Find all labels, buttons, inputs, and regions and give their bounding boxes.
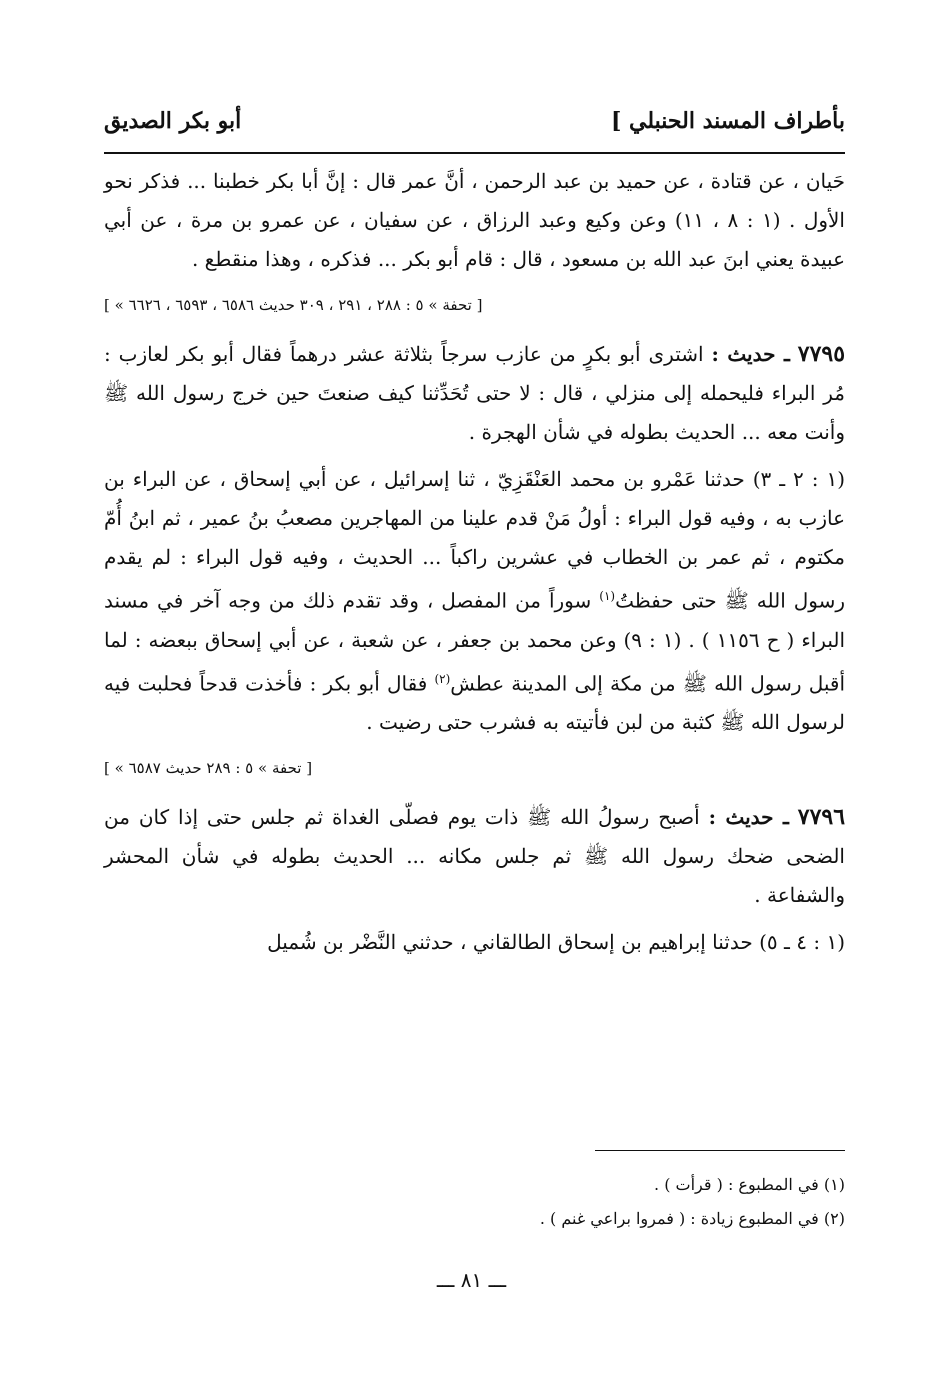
footnote-rule — [595, 1150, 845, 1151]
footnotes — [104, 1168, 845, 1236]
hadith-number: ٧٧٩٥ — [797, 341, 846, 367]
footnote-marker[interactable]: (١) — [599, 589, 616, 603]
hadith-7795 — [104, 335, 845, 452]
hadith-7796-isnad: (١ : ٤ ـ ٥) حدثنا إبراهيم بن إسحاق الطالقاني ، حدثني النَّضْر بن شُميل — [267, 930, 845, 955]
header-book-title: بأطراف المسند الحنبلي ] — [610, 108, 845, 134]
hadith-label: ـ حديث : — [711, 342, 790, 366]
isnad-text: فقال أبو بكر : فأخذت قدحاً فحلبت فيه لرسول الله ﷺ كثبة من لبن فأتيته به فشرب حتى رضيت . — [104, 671, 845, 735]
hadith-7795-isnad — [104, 460, 845, 742]
hadith-label: ـ حديث : — [708, 805, 789, 830]
footnote-2: (٢) في المطبوع زيادة : ( فمروا براعي غنم ) . — [539, 1209, 845, 1228]
hadith-text: أصبح رسولُ الله ﷺ ذات يوم فصلّى الغداة ثم جلس حتى إذا كان من الضحى ضحك رسول الله ﷺ ثم جلس مكانه ... الحديث بطوله في شأن المحشر والشفاعة . — [104, 805, 845, 908]
hadith-text: اشترى أبو بكرٍ من عازب سرجاً بثلاثة عشر درهماً فقال أبو بكر لعازب : مُر البراء فليحمله إلى منزلي ، قال : لا حتى تُحَدِّثنا كيف صنعتَ حين خرج رسول الله ﷺ وأنت معه ... الحديث بطوله في شأن الهجرة . — [104, 342, 846, 444]
footnote-marker[interactable]: (٢) — [434, 671, 451, 686]
hadith-number: ٧٧٩٦ — [797, 804, 846, 831]
header-section-title: أبو بكر الصديق — [104, 108, 242, 134]
isnad-text: (١ : ٢ ـ ٣) حدثنا عَمْرو بن محمد العَنْقَزِيّ ، ثنا إسرائيل ، عن أبي إسحاق ، عن البراء بن عازب به ، وفيه قول البراء : أولُ مَنْ قدم علينا من المهاجرين مصعبُ بنُ عمير ، ثم ابنُ أُمّ مكتوم ، ثم عمر بن الخطاب في عشرين راكباً ... الحديث ، وفيه قول البراء : لم يقدم رسول الله ﷺ حتى حفظتُ — [104, 467, 846, 613]
hadith-7796 — [104, 798, 845, 915]
isnad-text: سوراً من المفصل ، وقد تقدم ذلك من وجه آخر في مسند البراء ( ح ١١٥٦ ) . (١ : ٩) وعن محمد بن جعفر ، عن شعبة ، عن أبي إسحاق ببعضه : لما أقبل رسول الله ﷺ من مكة إلى المدينة عطش — [104, 588, 846, 696]
header-rule — [104, 152, 845, 154]
page-number: ـــ ٨١ ـــ — [436, 1268, 507, 1292]
tuhfa-reference: [ « تحفة » ٥ : ٢٨٨ ، ٢٩١ ، ٣٠٩ حديث ٦٥٨٦ ، ٦٥٩٣ ، ٦٦٢٦ ] — [104, 296, 483, 314]
tuhfa-reference: [ « تحفة » ٥ : ٢٨٩ حديث ٦٥٨٧ ] — [104, 759, 313, 778]
main-text — [104, 162, 845, 962]
paragraph-continuation: حَيان ، عن قتادة ، عن حميد بن عبد الرحمن ، أنَّ عمر قال : إنَّ أبا بكر خطبنا ... فذكر نحو الأول . (١ : ٨ ، ١١) وعن وكيع وعبد الرزاق ، عن سفيان ، عن عمرو بن مرة ، عن أبي عبيدة يعني ابنَ عبد الله بن مسعود ، قال : قام أبو بكر ... فذكره ، وهذا منقطع . — [104, 169, 845, 271]
footnote-1: (١) في المطبوع : ( قرأت ) . — [654, 1175, 845, 1194]
running-header — [104, 108, 845, 134]
